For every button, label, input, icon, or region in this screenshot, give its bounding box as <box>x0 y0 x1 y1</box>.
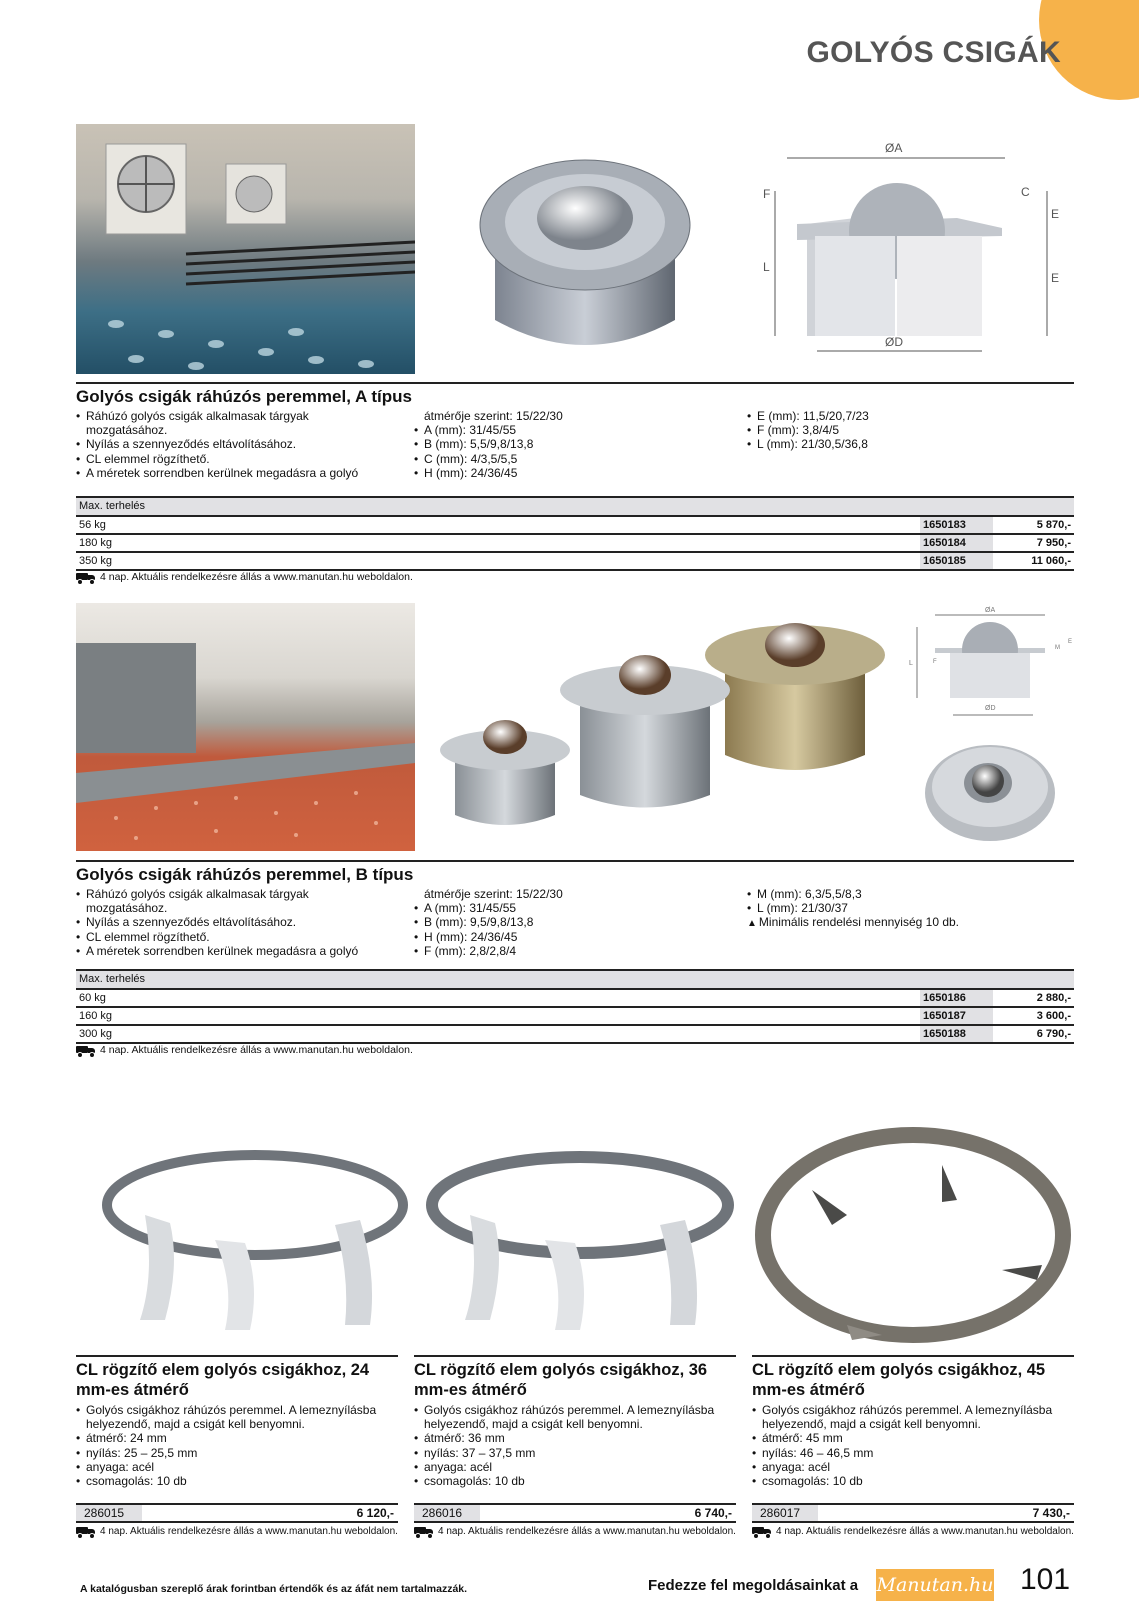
cl-title-line1: CL rögzítő elem golyós csigákhoz, 24 <box>76 1361 370 1379</box>
diagram-b-label-a: ØA <box>985 607 996 614</box>
product-code[interactable]: 286017 <box>752 1505 818 1521</box>
price: 6 740,- <box>694 1506 732 1520</box>
dimension-diagram-b <box>905 605 1075 720</box>
max-load: 300 kg <box>79 1028 113 1040</box>
feature-item: • C (mm): 4/3,5/5,5 <box>414 452 563 466</box>
cl-rule <box>414 1355 736 1357</box>
cl-title-line2: mm-es átmérő <box>76 1381 189 1399</box>
warehouse-photo-b <box>76 603 415 851</box>
cl-features <box>414 1403 714 1488</box>
diagram-label-d: ØD <box>885 335 903 349</box>
feature-item: mozgatásához. <box>86 901 168 916</box>
max-load: 60 kg <box>79 992 106 1004</box>
max-load: 56 kg <box>79 519 106 531</box>
product-code[interactable]: 1650188 <box>920 1026 993 1042</box>
feature-item: • Ráhúzó golyós csigák alkalmasak tárgyak <box>76 887 358 901</box>
max-load: 160 kg <box>79 1010 113 1022</box>
cl-delivery-note <box>752 1526 1074 1537</box>
feature-item: • A méretek sorrendben kerülnek megadásra a golyó <box>76 466 358 480</box>
section-a-price-table <box>76 496 1074 571</box>
feature-item: • átmérő: 36 mm <box>414 1431 714 1445</box>
feature-item: • B (mm): 9,5/9,8/13,8 <box>414 915 563 929</box>
feature-item: • F (mm): 3,8/4/5 <box>747 423 869 437</box>
feature-item: • L (mm): 21/30/37 <box>747 901 959 915</box>
feature-item: • nyílás: 25 – 25,5 mm <box>76 1446 376 1460</box>
feature-item: • Nyílás a szennyeződés eltávolításához. <box>76 915 358 929</box>
delivery-text: 4 nap. Aktuális rendelkezésre állás a www.manutan.hu weboldalon. <box>100 571 413 583</box>
product-code[interactable]: 286015 <box>76 1505 142 1521</box>
price: 3 600,- <box>1036 1010 1071 1022</box>
diagram-label-e1: E <box>1051 207 1060 221</box>
manutan-logo[interactable]: Manutan.hu <box>876 1569 994 1601</box>
feature-item: átmérője szerint: 15/22/30 <box>424 409 563 423</box>
cl-price-row <box>414 1503 736 1523</box>
section-a-rule <box>76 382 1074 384</box>
footer-cta: Fedezze fel megoldásainkat a <box>648 1577 859 1594</box>
feature-item: • A (mm): 31/45/55 <box>414 423 563 437</box>
page-number: 101 <box>1020 1563 1071 1596</box>
cl-title-line1: CL rögzítő elem golyós csigákhoz, 45 <box>752 1361 1046 1379</box>
cl-title-line2: mm-es átmérő <box>752 1381 865 1399</box>
feature-item: • csomagolás: 10 db <box>752 1474 1052 1488</box>
price: 6 790,- <box>1036 1028 1071 1040</box>
notice-item: ▲ Minimális rendelési mennyiség 10 db. <box>747 915 959 931</box>
feature-item: • A méretek sorrendben kerülnek megadásra a golyó <box>76 944 358 958</box>
section-b-features-col1 <box>76 887 358 958</box>
feature-item: • Golyós csigákhoz ráhúzós peremmel. A lemeznyílásba <box>76 1403 376 1417</box>
feature-item: helyezendő, majd a csigát kell benyomni. <box>424 1417 643 1432</box>
feature-item: • Ráhúzó golyós csigák alkalmasak tárgyak <box>76 409 358 423</box>
feature-item: • H (mm): 24/36/45 <box>414 930 563 944</box>
diagram-b-label-l: L <box>909 660 913 667</box>
product-code[interactable]: 1650183 <box>920 517 993 533</box>
table-row <box>76 535 1074 553</box>
feature-item: • H (mm): 24/36/45 <box>414 466 563 480</box>
section-a-features-col2 <box>414 409 563 480</box>
feature-item: • nyílás: 37 – 37,5 mm <box>414 1446 714 1460</box>
table-header: Max. terhelés <box>76 496 1074 517</box>
product-code[interactable]: 286016 <box>414 1505 480 1521</box>
table-row <box>76 1026 1074 1044</box>
table-row <box>76 1008 1074 1026</box>
price: 7 950,- <box>1036 537 1071 549</box>
feature-item: • M (mm): 6,3/5,5/8,3 <box>747 887 959 901</box>
feature-item: • csomagolás: 10 db <box>76 1474 376 1488</box>
table-row <box>76 553 1074 571</box>
feature-item: • E (mm): 11,5/20,7/23 <box>747 409 869 423</box>
cl-delivery-note <box>76 1526 398 1537</box>
feature-item: • anyaga: acél <box>752 1460 1052 1474</box>
cl-ring-photo-45 <box>752 1120 1074 1350</box>
truck-icon <box>76 1526 96 1537</box>
truck-icon <box>76 1045 96 1056</box>
cl-title-line1: CL rögzítő elem golyós csigákhoz, 36 <box>414 1361 708 1379</box>
cl-rule <box>752 1355 1074 1357</box>
feature-item: • Golyós csigákhoz ráhúzós peremmel. A lemeznyílásba <box>752 1403 1052 1417</box>
max-load: 350 kg <box>79 555 113 567</box>
feature-item: • CL elemmel rögzíthető. <box>76 452 358 466</box>
table-header: Max. terhelés <box>76 969 1074 990</box>
delivery-text: 4 nap. Aktuális rendelkezésre állás a www.manutan.hu weboldalon. <box>438 1526 736 1537</box>
feature-item: • nyílás: 46 – 46,5 mm <box>752 1446 1052 1460</box>
diagram-label-l: L <box>763 260 770 274</box>
footer-price-note: A katalógusban szereplő árak forintban értendők és az áfát nem tartalmazzák. <box>80 1583 468 1595</box>
price: 11 060,- <box>1031 555 1071 567</box>
warehouse-photo-a <box>76 124 415 374</box>
truck-icon <box>76 572 96 583</box>
product-code[interactable]: 1650186 <box>920 990 993 1006</box>
section-b-features-col3 <box>747 887 959 932</box>
feature-item: • anyaga: acél <box>414 1460 714 1474</box>
feature-item: • anyaga: acél <box>76 1460 376 1474</box>
section-a-delivery-note <box>76 571 413 583</box>
section-b-features-col2 <box>414 887 563 958</box>
cl-ring-photo-36 <box>420 1135 740 1335</box>
ball-transfer-unit-topview-b <box>920 735 1060 845</box>
diagram-label-e2: E <box>1051 271 1060 285</box>
table-row <box>76 517 1074 535</box>
feature-item: • átmérő: 24 mm <box>76 1431 376 1445</box>
feature-item: • CL elemmel rögzíthető. <box>76 930 358 944</box>
cl-price-row <box>752 1503 1074 1523</box>
cl-product-title <box>76 1360 369 1400</box>
section-b-price-table <box>76 969 1074 1044</box>
feature-item: helyezendő, majd a csigát kell benyomni. <box>86 1417 305 1432</box>
diagram-label-c: C <box>1021 185 1030 199</box>
section-a-features-col3 <box>747 409 869 452</box>
feature-item: • átmérő: 45 mm <box>752 1431 1052 1445</box>
price: 7 430,- <box>1032 1506 1070 1520</box>
feature-item: helyezendő, majd a csigát kell benyomni. <box>762 1417 981 1432</box>
cl-ring-photo-24 <box>95 1135 415 1335</box>
cl-delivery-note <box>414 1526 736 1537</box>
section-b-title: Golyós csigák ráhúzós peremmel, B típus <box>76 865 414 884</box>
ball-transfer-units-photo-b <box>435 605 895 850</box>
cl-rule <box>76 1355 398 1357</box>
diagram-b-label-f: F <box>933 659 937 665</box>
cl-product-title <box>752 1360 1045 1400</box>
diagram-b-label-d: ØD <box>985 705 996 712</box>
price: 2 880,- <box>1036 992 1071 1004</box>
price: 6 120,- <box>356 1506 394 1520</box>
cl-title-line2: mm-es átmérő <box>414 1381 527 1399</box>
diagram-label-a: ØA <box>885 141 903 155</box>
warehouse-illustration <box>76 124 415 374</box>
feature-item: • csomagolás: 10 db <box>414 1474 714 1488</box>
feature-item: átmérője szerint: 15/22/30 <box>424 887 563 901</box>
price: 5 870,- <box>1036 519 1071 531</box>
feature-item: • B (mm): 5,5/9,8/13,8 <box>414 437 563 451</box>
delivery-text: 4 nap. Aktuális rendelkezésre állás a www.manutan.hu weboldalon. <box>776 1526 1074 1537</box>
feature-item: • L (mm): 21/30,5/36,8 <box>747 437 869 451</box>
feature-item: • A (mm): 31/45/55 <box>414 901 563 915</box>
product-code[interactable]: 1650187 <box>920 1008 993 1024</box>
section-a-title: Golyós csigák ráhúzós peremmel, A típus <box>76 387 413 406</box>
section-b-rule <box>76 860 1074 862</box>
truck-icon <box>752 1526 772 1537</box>
delivery-text: 4 nap. Aktuális rendelkezésre állás a www.manutan.hu weboldalon. <box>100 1526 398 1537</box>
feature-item: • Golyós csigákhoz ráhúzós peremmel. A lemeznyílásba <box>414 1403 714 1417</box>
section-b-delivery-note <box>76 1044 413 1056</box>
diagram-label-f: F <box>763 187 771 201</box>
cl-product-title <box>414 1360 707 1400</box>
truck-icon <box>414 1526 434 1537</box>
delivery-text: 4 nap. Aktuális rendelkezésre állás a www.manutan.hu weboldalon. <box>100 1044 413 1056</box>
product-code[interactable]: 1650185 <box>920 553 993 569</box>
cl-features <box>752 1403 1052 1488</box>
section-a-features-col1 <box>76 409 358 480</box>
diagram-b-label-e: E <box>1068 639 1073 645</box>
table-row <box>76 990 1074 1008</box>
feature-item: mozgatásához. <box>86 423 168 438</box>
cl-features <box>76 1403 376 1488</box>
feature-item: • Nyílás a szennyeződés eltávolításához. <box>76 437 358 451</box>
feature-item: • F (mm): 2,8/2,8/4 <box>414 944 563 958</box>
dimension-diagram-a <box>757 136 1067 354</box>
diagram-b-label-m: M <box>1055 645 1060 651</box>
product-code[interactable]: 1650184 <box>920 535 993 551</box>
page-title: GOLYÓS CSIGÁK <box>806 36 1061 69</box>
ball-transfer-unit-photo-a <box>460 130 710 365</box>
cl-price-row <box>76 1503 398 1523</box>
max-load: 180 kg <box>79 537 113 549</box>
